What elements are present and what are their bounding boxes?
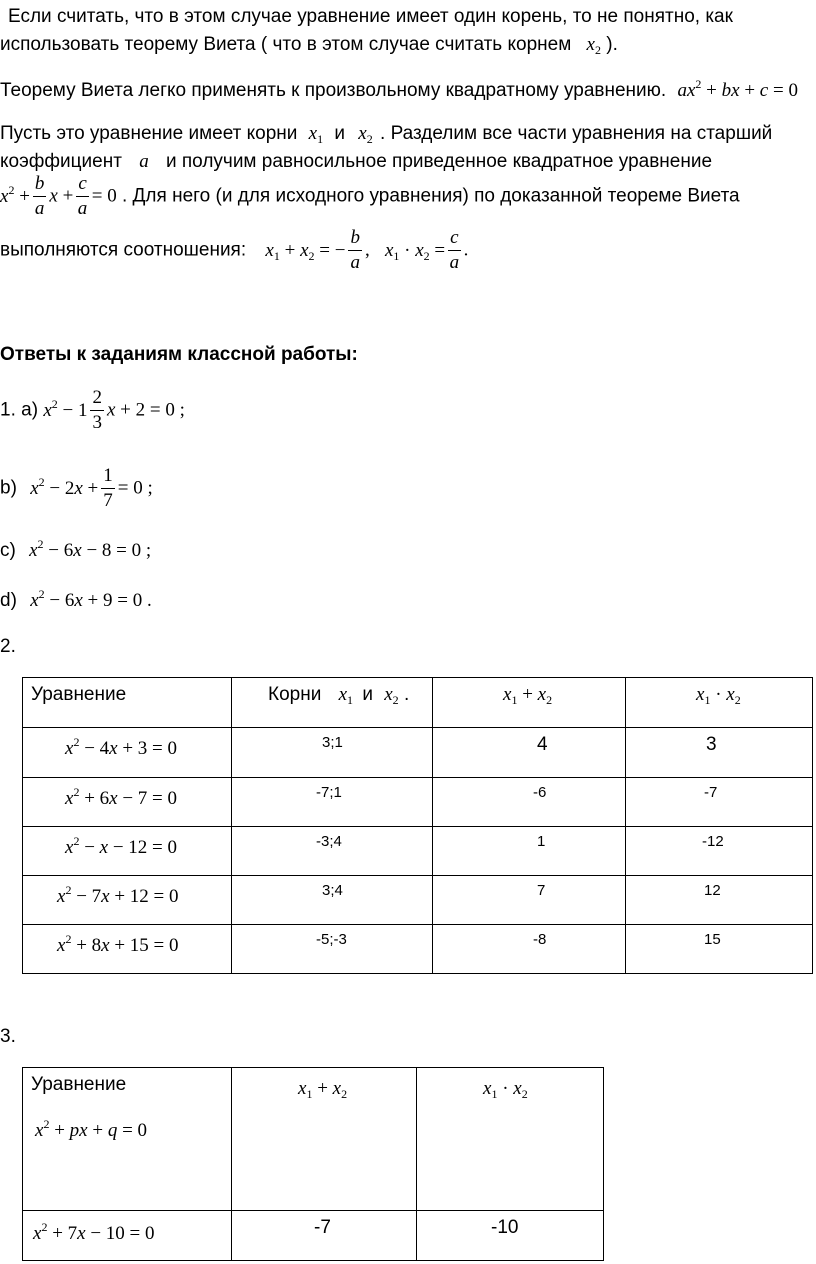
vieta-line-2 xyxy=(0,123,772,145)
equation-cell: $x^2 + 7x - 10 = 0$ xyxy=(23,1211,232,1261)
intro-line-2-end: ). xyxy=(606,34,618,55)
formula-reduced-quadratic: $x^2$ + xyxy=(0,182,30,207)
equation-cell: $x^2 + 6x - 7 = 0$ xyxy=(23,778,232,827)
vieta-line-1-text: Теорему Виета легко применять к произвольному квадратному уравнению. xyxy=(0,80,667,101)
header-roots-dot: . xyxy=(403,684,410,705)
roots-cell: -5;-3 xyxy=(232,925,433,974)
sum-cell: -7 xyxy=(232,1211,417,1261)
header-roots-and: и xyxy=(362,684,373,705)
header-equation: Уравнение xyxy=(23,678,232,728)
fraction-1-over-7: $\frac{1}{7}$ xyxy=(103,465,113,511)
intro-line-1: Если считать, что в этом случае уравнение имеет один корень, то не понятно, как xyxy=(8,6,733,27)
formula-vieta-product: $x_1 \cdot x_2$ = xyxy=(384,239,446,263)
formula-x1: $x_1$ xyxy=(308,123,324,146)
roots-cell: 3;4 xyxy=(232,876,433,925)
vieta-line-2a: Пусть это уравнение имеет корни xyxy=(0,123,298,144)
header-roots-text: Корни xyxy=(268,684,322,705)
formula-x1: $x_1$ xyxy=(338,684,354,707)
intro-line-2-text: использовать теорему Виета ( что в этом случае считать корнем xyxy=(0,34,572,55)
vieta-line-3 xyxy=(0,151,712,173)
fraction-c-over-a: $\frac{c}{a}$ xyxy=(77,173,88,219)
equation-cell: $x^2 - x - 12 = 0$ xyxy=(23,827,232,876)
sum-cell: -8 xyxy=(433,925,626,974)
header-sum: $x_1 + x_2$ xyxy=(433,678,626,728)
fraction-2-over-3: $\frac{2}{3}$ xyxy=(92,387,102,433)
formula-a: a xyxy=(139,151,149,172)
task-1b-label: b) xyxy=(0,477,17,499)
vieta-line-1 xyxy=(0,77,798,102)
task-1c-label: c) xyxy=(0,540,16,561)
table-task-3 xyxy=(22,1067,604,1261)
sum-cell: 4 xyxy=(433,728,626,778)
header-roots xyxy=(232,678,433,728)
product-cell: 12 xyxy=(626,876,813,925)
table-row xyxy=(23,876,813,925)
product-cell: -12 xyxy=(626,827,813,876)
table-row xyxy=(23,728,813,778)
header-product: $x_1 \cdot x_2$ xyxy=(626,678,813,728)
task-1d xyxy=(0,587,152,612)
table-row xyxy=(23,778,813,827)
sum-cell: 7 xyxy=(433,876,626,925)
formula-x2: $x_2$ xyxy=(384,684,399,707)
product-cell: 15 xyxy=(626,925,813,974)
vieta-line-3b: и получим равносильное приведенное квадратное уравнение xyxy=(166,151,713,172)
vieta-line-2c: . Разделим все части уравнения на старший xyxy=(380,123,773,144)
vieta-line-3a: коэффициент xyxy=(0,151,122,172)
task-1a-label: 1. а) xyxy=(0,399,39,421)
formula-general-quadratic: $ax^2$ + bx + c = 0 xyxy=(677,77,798,101)
vieta-line-5-text: выполняются соотношения: xyxy=(0,239,247,261)
task-2-label: 2. xyxy=(0,636,16,657)
intro-line-2 xyxy=(0,34,618,56)
equation-cell: $x^2 + 8x + 15 = 0$ xyxy=(23,925,232,974)
product-cell: -7 xyxy=(626,778,813,827)
formula-x2-b: $x_2$ xyxy=(358,123,373,146)
formula-vieta-sum: $x_1 + x_2$ = − xyxy=(265,239,346,263)
table-header-row xyxy=(23,678,813,728)
formula-1a: $x^2 - 1$ xyxy=(43,396,88,421)
roots-cell: -7;1 xyxy=(232,778,433,827)
formula-1b: $x^2 - 2x$ + xyxy=(30,474,99,499)
table-row xyxy=(23,1211,604,1261)
equation-cell: $x^2 - 7x + 12 = 0$ xyxy=(23,876,232,925)
task-1a: 1. а) $x^2 - 1$ $\frac{2}{3}$ x + 2 = 0 ; xyxy=(0,387,185,433)
product-cell: -10 xyxy=(417,1211,604,1261)
table-header-row xyxy=(23,1068,604,1211)
roots-cell: 3;1 xyxy=(232,728,433,778)
header-product: $x_1 \cdot x_2$ xyxy=(417,1068,604,1211)
answers-heading: Ответы к заданиям классной работы: xyxy=(0,344,358,365)
roots-cell: -3;4 xyxy=(232,827,433,876)
task-3-label: 3. xyxy=(0,1026,16,1047)
table-row xyxy=(23,827,813,876)
task-1c xyxy=(0,537,152,562)
formula-x2: $x_2$ xyxy=(586,34,601,57)
fraction-b-over-a: $\frac{b}{a}$ xyxy=(34,173,45,219)
vieta-line-4: $x^2$ + $\frac{b}{a}$ x + $\frac{c}{a}$ = 0 . Для него (и для исходного уравнения) по доказанной теореме Виета xyxy=(0,173,740,219)
header-equation-label: Уравнение xyxy=(31,1074,127,1095)
formula-1c: $x^2 - 6x - 8 = 0$ ; xyxy=(29,537,152,561)
header-sum: $x_1 + x_2$ xyxy=(232,1068,417,1211)
vieta-line-5: выполняются соотношения: $x_1 + x_2$ = − $\frac{b}{a}$ , $x_1 \cdot x_2$ = $\frac{c}{a}$ . xyxy=(0,227,469,273)
sum-cell: 1 xyxy=(433,827,626,876)
fraction-c-over-a-2: $\frac{c}{a}$ xyxy=(449,227,460,273)
vieta-line-2b: и xyxy=(334,123,346,144)
sum-cell: -6 xyxy=(433,778,626,827)
fraction-b-over-a-2: $\frac{b}{a}$ xyxy=(350,227,360,273)
vieta-line-4-text: . Для него (и для исходного уравнения) по доказанной теореме Виета xyxy=(122,185,740,207)
task-1b: b) $x^2 - 2x$ + $\frac{1}{7}$ = 0 ; xyxy=(0,465,153,511)
task-1d-label: d) xyxy=(0,590,17,611)
header-equation xyxy=(23,1068,232,1211)
product-cell: 3 xyxy=(626,728,813,778)
formula-1d: $x^2 - 6x + 9 = 0$ . xyxy=(30,587,152,611)
table-row xyxy=(23,925,813,974)
equation-cell: $x^2 - 4x + 3 = 0$ xyxy=(23,728,232,778)
table-task-2 xyxy=(22,677,813,974)
formula-general-reduced: $x^2$ + px + q = 0 xyxy=(35,1117,148,1141)
